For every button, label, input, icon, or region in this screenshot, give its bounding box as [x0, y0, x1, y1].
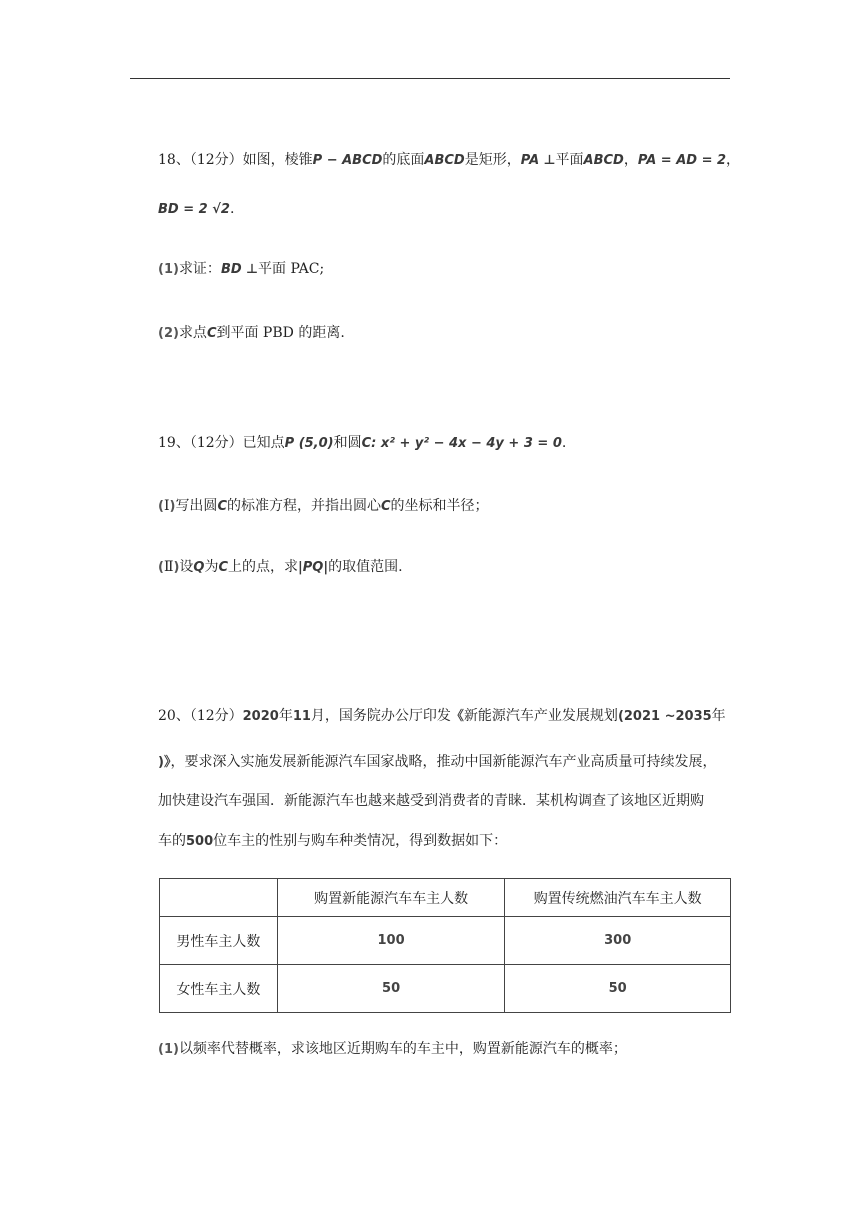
- table-header-cell: [160, 879, 278, 917]
- table-cell: 300: [505, 917, 731, 965]
- table-cell: 100: [277, 917, 505, 965]
- q19-part1: (Ⅰ)写出圆C的标准方程，并指出圆心C的坐标和半径；: [158, 498, 489, 514]
- math-expr: ABCD: [424, 153, 465, 168]
- math-expr: C: x² + y² − 4x − 4y + 3 = 0: [361, 436, 562, 451]
- q20-stem-line1: 20、（12分）2020年11月，国务院办公厅印发《新能源汽车产业发展规划(2021 ~2035年: [158, 708, 726, 724]
- header-rule: [130, 78, 730, 79]
- part-label: (2): [158, 326, 179, 341]
- table-header-cell: 购置新能源汽车车主人数: [277, 879, 505, 917]
- q18-part2: (2)求点C到平面 PBD 的距离.: [158, 325, 345, 341]
- table-header-row: [160, 879, 731, 917]
- row-label: 女性车主人数: [160, 965, 278, 1013]
- q20-part1: (1)以频率代替概率，求该地区近期购车的车主中，购置新能源汽车的概率；: [158, 1041, 627, 1057]
- math-expr: P − ABCD: [312, 153, 383, 168]
- q19-stem: 19、（12分）已知点P (5,0)和圆C: x² + y² − 4x − 4y + 3 = 0.: [158, 435, 567, 451]
- math-expr: |PQ|: [298, 560, 329, 575]
- math-expr: BD ⊥: [220, 262, 259, 277]
- row-label: 男性车主人数: [160, 917, 278, 965]
- part-label: (: [158, 560, 164, 575]
- math-expr: C: [217, 499, 227, 514]
- q20-header: 20、（12分）: [158, 708, 243, 724]
- math-expr: 2020: [242, 709, 279, 724]
- math-expr: ABCD: [583, 153, 624, 168]
- math-expr: C: [218, 560, 229, 575]
- q19-header: 19、（12分）已知点: [158, 435, 285, 451]
- part-label: (1): [158, 262, 179, 277]
- q20-stem-line4: 车的500位车主的性别与购车种类情况，得到数据如下：: [158, 833, 508, 849]
- math-expr: 500: [186, 834, 214, 849]
- q18-header: 18、（12分）如图，棱锥: [158, 152, 313, 168]
- survey-table: [159, 878, 731, 1013]
- math-expr: C: [206, 326, 217, 341]
- q20-stem-line2: )》，要求深入实施发展新能源汽车国家战略，推动中国新能源汽车产业高质量可持续发展，: [158, 754, 717, 770]
- q18-stem-line1: 18、（12分）如图，棱锥P − ABCD的底面ABCD是矩形，PA ⊥平面ABCD，PA = AD = 2，: [158, 152, 741, 168]
- math-expr: (2021 ~2035: [617, 709, 712, 724]
- math-expr: C: [380, 499, 391, 514]
- part-label: (: [158, 499, 164, 514]
- math-expr: Q: [193, 560, 205, 575]
- math-expr: 11: [292, 709, 311, 724]
- q19-part2: (Ⅱ)设Q为C上的点，求|PQ|的取值范围.: [158, 559, 403, 575]
- math-expr: PA ⊥: [520, 153, 556, 168]
- part-label: (1): [158, 1042, 179, 1057]
- table-row: [160, 917, 731, 965]
- table-cell: 50: [277, 965, 505, 1013]
- q18-part1: (1)求证：BD ⊥平面 PAC;: [158, 261, 325, 277]
- math-expr: PA = AD = 2: [637, 153, 727, 168]
- table-row: [160, 965, 731, 1013]
- table-cell: 50: [505, 965, 731, 1013]
- q18-stem-line2: BD = 2 √2.: [158, 201, 235, 217]
- math-expr: P (5,0): [284, 436, 334, 451]
- q20-stem-line3: 加快建设汽车强国．新能源汽车也越来越受到消费者的青睐．某机构调查了该地区近期购: [158, 793, 704, 809]
- math-expr: BD = 2 √2: [158, 202, 230, 217]
- table-header-cell: 购置传统燃油汽车车主人数: [505, 879, 731, 917]
